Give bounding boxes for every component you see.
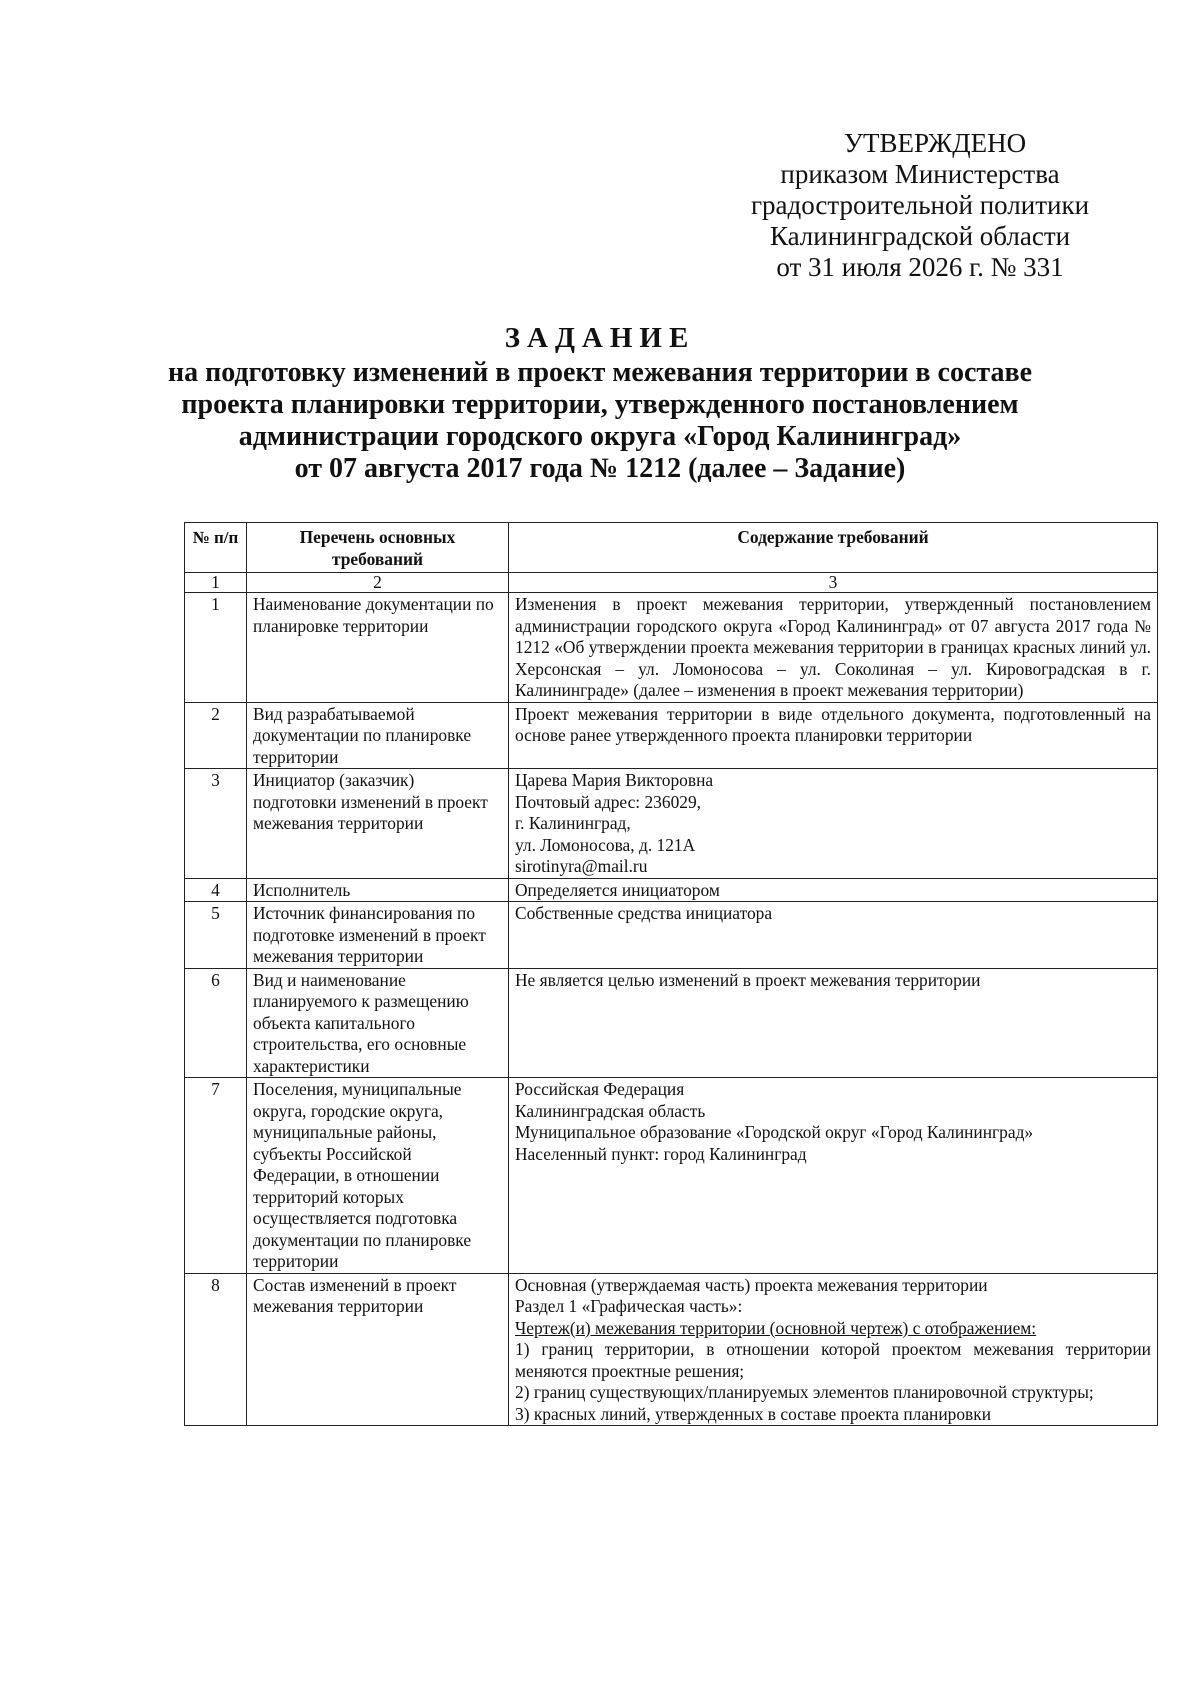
table-row xyxy=(185,1273,1158,1426)
index-cell: 2 xyxy=(247,573,509,593)
table-header-row xyxy=(185,523,1158,573)
approval-line: Калининградской области xyxy=(769,221,1071,251)
content-line: Раздел 1 «Графическая часть»: xyxy=(515,1296,743,1316)
row-content: Собственные средства инициатора xyxy=(509,902,1158,969)
row-num: 1 xyxy=(185,593,247,703)
table-row xyxy=(185,593,1158,703)
row-content: Не является целью изменений в проект межевания территории xyxy=(509,968,1158,1078)
row-requirement: Вид разрабатываемой документации по планировке территории xyxy=(247,702,509,769)
content-line: 1) границ территории, в отношении которой проектом межевания территории меняются проектные решения; xyxy=(515,1339,1151,1381)
row-content xyxy=(509,1078,1158,1274)
approval-line: приказом Министерства xyxy=(780,159,1060,189)
row-num: 4 xyxy=(185,878,247,902)
content-line: Населенный пункт: город Калининград xyxy=(515,1143,807,1164)
content-line: Почтовый адрес: 236029, xyxy=(515,791,701,812)
row-num: 5 xyxy=(185,902,247,969)
row-requirement: Состав изменений в проект межевания территории xyxy=(247,1273,509,1426)
table-index-row xyxy=(185,573,1158,593)
table-row xyxy=(185,702,1158,769)
content-line: г. Калининград, xyxy=(515,813,631,833)
row-content: Определяется инициатором xyxy=(509,878,1158,902)
title-line: проекта планировки территории, утвержденного постановлением xyxy=(181,389,1019,420)
table-row xyxy=(185,769,1158,879)
row-num: 3 xyxy=(185,769,247,879)
title-heading: ЗАДАНИЕ xyxy=(504,322,696,354)
row-content: Проект межевания территории в виде отдельного документа, подготовленный на основе ранее утвержденного проекта планировки территории xyxy=(509,702,1158,769)
approval-heading: УТВЕРЖДЕНО xyxy=(843,128,1027,158)
row-content xyxy=(509,1273,1158,1426)
table-row xyxy=(185,968,1158,1078)
approval-block xyxy=(700,128,1140,283)
row-num: 2 xyxy=(185,702,247,769)
approval-line: градостроительной политики xyxy=(750,190,1090,220)
header-num: № п/п xyxy=(185,523,247,573)
content-line: Калининградская область xyxy=(515,1100,706,1121)
row-num: 7 xyxy=(185,1078,247,1274)
approval-date: от 31 июля 2026 г. № 331 xyxy=(776,252,1064,282)
table-row xyxy=(185,878,1158,902)
content-line: Муниципальное образование «Городской округ «Город Калининград» xyxy=(515,1122,1034,1142)
content-line: Российская Федерация xyxy=(515,1079,685,1099)
index-cell: 3 xyxy=(509,573,1158,593)
row-content xyxy=(509,769,1158,879)
content-line: Основная (утверждаемая часть) проекта межевания территории xyxy=(515,1274,988,1295)
content-line: Царева Мария Викторовна xyxy=(515,770,714,790)
row-requirement: Поселения, муниципальные округа, городские округа, муниципальные районы, субъекты Российской Федерации, в отношении территорий которых осуществляется подготовка документации по планировке территории xyxy=(247,1078,509,1274)
title-line: администрации городского округа «Город Калининград» xyxy=(238,421,962,452)
title-line: на подготовку изменений в проект межевания территории в составе xyxy=(167,357,1033,388)
row-requirement: Исполнитель xyxy=(247,878,509,902)
row-requirement: Вид и наименование планируемого к размещению объекта капитального строительства, его основные характеристики xyxy=(247,968,509,1078)
index-cell: 1 xyxy=(185,573,247,593)
row-content: Изменения в проект межевания территории, утвержденный постановлением администрации городского округа «Город Калининград» от 07 августа 2017 года № 1212 «Об утверждении проекта межевания территории в границах красных линий ул. Херсонская – ул. Ломоносова – ул. Соколиная – ул. Кировоградская в г. Калининграде» (далее – изменения в проект межевания территории) xyxy=(509,593,1158,703)
requirements-table xyxy=(184,522,1158,1426)
row-num: 6 xyxy=(185,968,247,1078)
title-line: от 07 августа 2017 года № 1212 (далее – Задание) xyxy=(294,453,906,484)
table-row xyxy=(185,902,1158,969)
content-line-underlined: Чертеж(и) межевания территории (основной чертеж) с отображением: xyxy=(515,1317,1037,1338)
row-num: 8 xyxy=(185,1273,247,1426)
row-requirement: Источник финансирования по подготовке изменений в проект межевания территории xyxy=(247,902,509,969)
content-line: ул. Ломоносова, д. 121А xyxy=(515,834,696,855)
row-requirement: Инициатор (заказчик) подготовки изменений в проект межевания территории xyxy=(247,769,509,879)
document-title xyxy=(150,322,1050,485)
content-line: 3) красных линий, утвержденных в составе проекта планировки xyxy=(515,1403,992,1424)
content-line: 2) границ существующих/планируемых элементов планировочной структуры; xyxy=(515,1382,1094,1402)
header-requirements: Перечень основных требований xyxy=(247,523,509,573)
header-content: Содержание требований xyxy=(509,523,1158,573)
row-requirement: Наименование документации по планировке территории xyxy=(247,593,509,703)
email-text: sirotinyra@mail.ru xyxy=(515,856,648,876)
table-row xyxy=(185,1078,1158,1274)
